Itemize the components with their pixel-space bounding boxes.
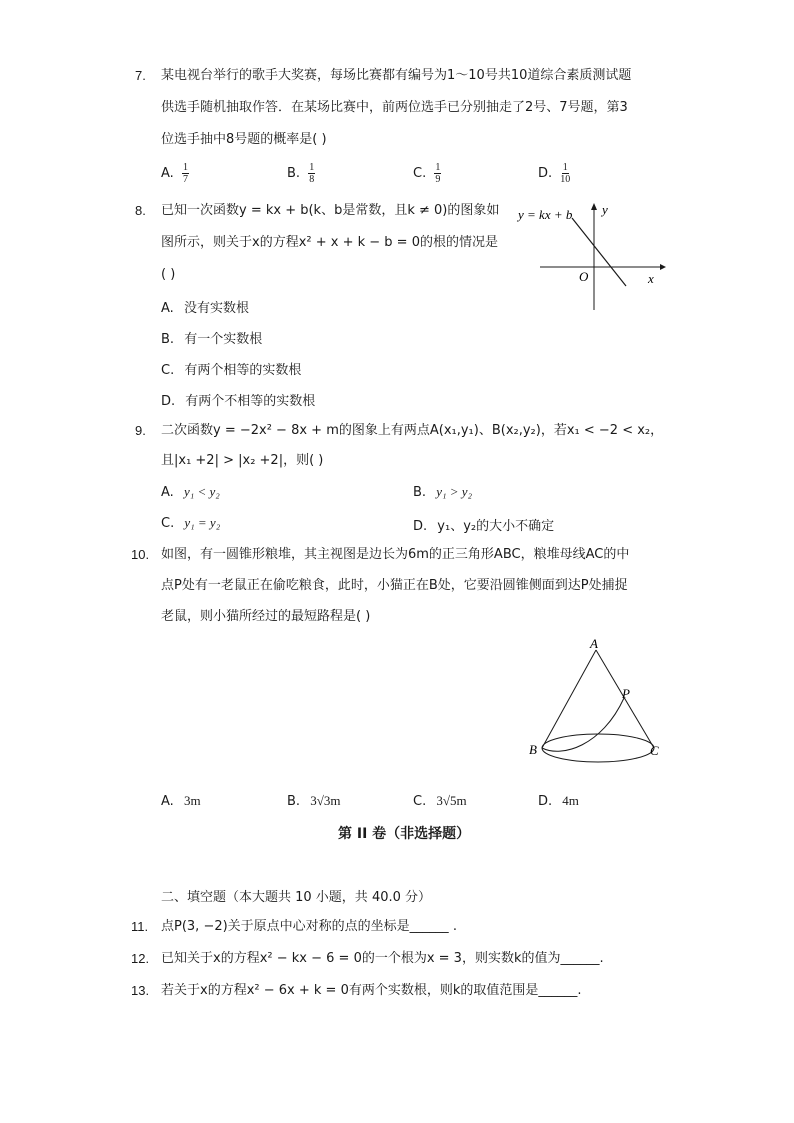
- denominator: 9: [435, 174, 441, 185]
- option-text: 有一个实数根: [184, 332, 263, 347]
- option-d[interactable]: [161, 390, 315, 409]
- numerator: 1: [435, 162, 441, 173]
- origin-label: O: [579, 269, 589, 284]
- option-label: D.: [413, 519, 428, 534]
- option-text: 有两个相等的实数根: [184, 363, 302, 378]
- option-text: 3√5m: [436, 793, 467, 808]
- question-number: 12.: [131, 951, 150, 966]
- option-label: A.: [161, 485, 174, 500]
- question-number: 9.: [135, 423, 146, 438]
- section-heading: 二、填空题（本大题共 10 小题，共 40.0 分）: [161, 890, 432, 905]
- option-label: D.: [161, 394, 176, 409]
- option-c[interactable]: [161, 359, 301, 378]
- question-text-line: 供选手随机抽取作答．在某场比赛中，前两位选手已分别抽走了2号、7号题，第3: [161, 100, 628, 115]
- option-a[interactable]: [161, 484, 220, 500]
- question-text-line: 二次函数y = −2x² − 8x + m的图象上有两点A(x₁,y₁)、B(x₂,y₂)，若x₁ < −2 < x₂，: [161, 423, 664, 438]
- option-label: A.: [161, 794, 174, 809]
- option-text: 3√3m: [310, 793, 341, 808]
- option-label: D.: [538, 166, 553, 181]
- option-text: 没有实数根: [183, 301, 249, 316]
- option-a[interactable]: [161, 793, 201, 809]
- y-axis-label: y: [602, 202, 608, 217]
- numerator: 1: [309, 162, 315, 173]
- option-b[interactable]: [161, 328, 262, 347]
- question-text-line: 点P处有一老鼠正在偷吃粮食，此时，小猫正在B处，它要沿圆锥侧面到达P处捕捉: [161, 578, 628, 593]
- denominator: 10: [560, 174, 571, 185]
- option-text: y₁ < y₂: [183, 484, 220, 499]
- option-label: A.: [161, 301, 174, 316]
- option-b[interactable]: [413, 484, 472, 500]
- option-d[interactable]: [413, 515, 554, 534]
- question-text-line: 老鼠，则小猫所经过的最短路程是( ): [161, 609, 371, 624]
- question-text-line: 位选手抽中8号题的概率是( ): [161, 132, 327, 147]
- point-label-c: C: [650, 743, 659, 758]
- cone-figure: [522, 636, 672, 771]
- vertex-label-a: A: [590, 636, 598, 651]
- question-number: 11.: [131, 919, 149, 934]
- generatrix-ab: [542, 650, 596, 748]
- equation-label: y = kx + b: [518, 207, 573, 222]
- question-text-line: 如图，有一圆锥形粮堆，其主视图是边长为6m的正三角形ABC，粮堆母线AC的中: [161, 547, 630, 562]
- question-text: 点P(3, −2)关于原点中心对称的点的坐标是______ .: [161, 919, 457, 934]
- option-b[interactable]: [287, 793, 340, 809]
- point-label-b: B: [529, 742, 537, 757]
- question-number: 8.: [135, 203, 146, 218]
- x-axis-arrow: [660, 264, 666, 270]
- fraction: [182, 162, 189, 185]
- option-a[interactable]: [161, 297, 249, 316]
- question-text-line: ( ): [161, 267, 176, 282]
- part-title: 第 II 卷（非选择题）: [338, 826, 471, 842]
- denominator: 7: [182, 174, 188, 185]
- question-text-line: 且|x₁ +2| > |x₂ +2|，则( ): [161, 453, 324, 468]
- option-d[interactable]: [538, 793, 579, 809]
- cone-base-ellipse: [542, 734, 654, 762]
- question-text: 若关于x的方程x² − 6x + k = 0有两个实数根，则k的取值范围是______.: [161, 983, 582, 998]
- option-a[interactable]: [161, 162, 189, 185]
- shortest-path-curve: [542, 698, 624, 751]
- option-c[interactable]: [161, 515, 220, 531]
- question-text-line: 某电视台举行的歌手大奖赛，每场比赛都有编号为1～10号共10道综合素质测试题: [161, 68, 632, 83]
- option-label: A.: [161, 166, 174, 181]
- option-c[interactable]: [413, 793, 467, 809]
- option-label: B.: [287, 166, 301, 181]
- option-d[interactable]: [538, 162, 570, 185]
- fraction: [308, 162, 315, 185]
- option-label: D.: [538, 794, 553, 809]
- option-text: y₁、y₂的大小不确定: [437, 519, 555, 534]
- option-label: C.: [161, 363, 175, 378]
- option-text: 4m: [562, 793, 579, 808]
- question-text-line: 图所示，则关于x的方程x² + x + k − b = 0的根的情况是: [161, 235, 498, 250]
- option-text: 3m: [183, 793, 201, 808]
- numerator: 1: [182, 162, 188, 173]
- option-b[interactable]: [287, 162, 315, 185]
- question-text-line: 已知一次函数y = kx + b(k、b是常数，且k ≠ 0)的图象如: [161, 203, 500, 218]
- question-number: 13.: [131, 983, 150, 998]
- option-text: y₁ = y₂: [184, 515, 221, 530]
- fraction: [434, 162, 441, 185]
- numerator: 1: [562, 162, 568, 173]
- option-label: C.: [413, 166, 427, 181]
- linear-function-graph: [512, 200, 672, 315]
- option-label: B.: [161, 332, 175, 347]
- y-axis-arrow: [591, 203, 597, 210]
- option-label: C.: [413, 794, 427, 809]
- option-label: B.: [287, 794, 301, 809]
- option-label: C.: [161, 516, 175, 531]
- point-label-p: P: [622, 686, 630, 701]
- question-text: 已知关于x的方程x² − kx − 6 = 0的一个根为x = 3，则实数k的值为______.: [161, 951, 604, 966]
- question-number: 10.: [131, 547, 150, 562]
- question-number: 7.: [135, 68, 146, 83]
- x-axis-label: x: [648, 271, 654, 286]
- option-c[interactable]: [413, 162, 441, 185]
- option-label: B.: [413, 485, 427, 500]
- fraction: [560, 162, 570, 185]
- option-text: 有两个不相等的实数根: [185, 394, 316, 409]
- option-text: y₁ > y₂: [436, 484, 473, 499]
- denominator: 8: [309, 174, 315, 185]
